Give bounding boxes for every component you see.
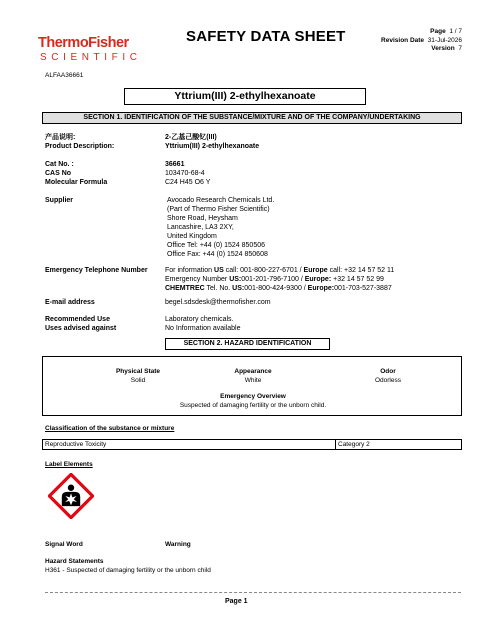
formula-label: Molecular Formula	[45, 179, 108, 186]
cat-no-label: Cat No. :	[45, 161, 74, 168]
emergency-numbers	[165, 266, 394, 293]
uses-advised-against-label: Uses advised against	[45, 325, 117, 332]
supplier-line: Office Fax: +44 (0) 1524 850608	[167, 251, 268, 258]
section1-heading: SECTION 1. IDENTIFICATION OF THE SUBSTANCE/MIXTURE AND OF THE COMPANY/UNDERTAKING	[42, 112, 462, 124]
supplier-label: Supplier	[45, 197, 74, 204]
section2-heading: SECTION 2. HAZARD IDENTIFICATION	[165, 338, 330, 350]
cas-value: 103470-68-4	[165, 170, 205, 177]
product-desc-cn-label: 产品说明:	[45, 134, 76, 141]
overview-value: Suspected of damaging fertility or the unborn child.	[179, 401, 327, 409]
physical-state-label: Physical State	[115, 368, 161, 375]
physical-state	[93, 368, 183, 385]
supplier-line: United Kingdom	[167, 233, 217, 240]
recommended-use-value: Laboratory chemicals.	[165, 316, 234, 323]
recommended-use-label: Recommended Use	[45, 316, 110, 323]
version-value: 7	[458, 45, 462, 52]
cat-no-value: 36661	[165, 161, 185, 168]
signal-word-value: Warning	[165, 541, 191, 548]
supplier-line: Lancashire, LA3 2XY,	[167, 224, 234, 231]
product-desc-labels	[45, 133, 114, 151]
odor	[343, 368, 433, 385]
odor-value: Odorless	[374, 376, 401, 384]
emergency-line-number: Emergency Number US:001-201-796-7100 / Europe: +32 14 57 52 99	[165, 276, 384, 283]
signal-word-label: Signal Word	[45, 541, 83, 548]
email-label: E-mail address	[45, 299, 95, 306]
uses-advised-against-value: No Information available	[165, 325, 241, 332]
identifier-labels	[45, 160, 107, 187]
hazard-statements-label: Hazard Statements	[45, 558, 104, 565]
appearance-label: Appearance	[234, 368, 272, 375]
supplier-address	[167, 196, 274, 259]
appearance-value: White	[244, 376, 262, 384]
page-info	[381, 28, 462, 54]
supplier-line: (Part of Thermo Fisher Scientific)	[167, 206, 270, 213]
supplier-line: Shore Road, Heysham	[167, 215, 238, 222]
logo-subtitle: SCIENTIFIC	[40, 52, 142, 63]
email-value[interactable]: begel.sdsdesk@thermofisher.com	[165, 299, 271, 306]
label-elements-heading: Label Elements	[45, 461, 93, 468]
emergency-line-info: For information US call: 001-800-227-6701 / Europe call: +32 14 57 52 11	[165, 267, 395, 274]
product-desc-label: Product Description:	[45, 143, 115, 150]
identifier-values	[165, 160, 210, 187]
health-hazard-icon	[48, 473, 94, 519]
emergency-label: Emergency Telephone Number	[45, 267, 148, 274]
document-code: ALFAA36661	[45, 72, 84, 79]
hazard-overview-box	[42, 356, 462, 416]
appearance	[208, 368, 298, 385]
classification-category: Category 2	[335, 440, 370, 449]
footer-divider	[45, 592, 461, 593]
cas-label: CAS No	[45, 170, 72, 177]
product-desc-values	[165, 133, 259, 151]
use-labels	[45, 315, 116, 333]
hazard-statement: H361 - Suspected of damaging fertility or the unborn child	[45, 567, 211, 574]
physical-state-value: Solid	[130, 376, 146, 384]
formula-value: C24 H45 O6 Y	[165, 179, 211, 186]
use-values	[165, 315, 241, 333]
overview-label: Emergency Overview	[220, 393, 286, 400]
document-title: SAFETY DATA SHEET	[186, 28, 346, 45]
revision-value: 31-Jul-2026	[427, 36, 462, 44]
product-desc-value: Yttrium(III) 2-ethylhexanoate	[165, 143, 260, 150]
product-title: Yttrium(III) 2-ethylhexanoate	[124, 88, 366, 105]
footer-page-number: Page 1	[225, 598, 248, 605]
thermo-fisher-logo	[38, 35, 142, 64]
odor-label: Odor	[380, 368, 396, 375]
version-label: Version	[431, 45, 455, 52]
classification-label: Classification of the substance or mixture	[45, 425, 175, 432]
emergency-line-chemtrec: CHEMTREC Tel. No. US:001-800-424-9300 / Europe:001-703-527-3887	[165, 285, 392, 292]
supplier-line: Avocado Research Chemicals Ltd.	[167, 197, 275, 204]
product-desc-cn-value: 2-乙基己酸钇(III)	[165, 134, 217, 141]
logo-wordmark: ThermoFisher	[38, 35, 129, 51]
classification-name: Reproductive Toxicity	[45, 441, 107, 448]
supplier-line: Office Tel: +44 (0) 1524 850506	[167, 242, 266, 249]
page-value: 1 / 7	[449, 28, 462, 35]
emergency-overview	[103, 393, 403, 410]
page-label: Page	[430, 28, 446, 35]
classification-table	[42, 439, 462, 450]
revision-label: Revision Date	[381, 36, 425, 44]
